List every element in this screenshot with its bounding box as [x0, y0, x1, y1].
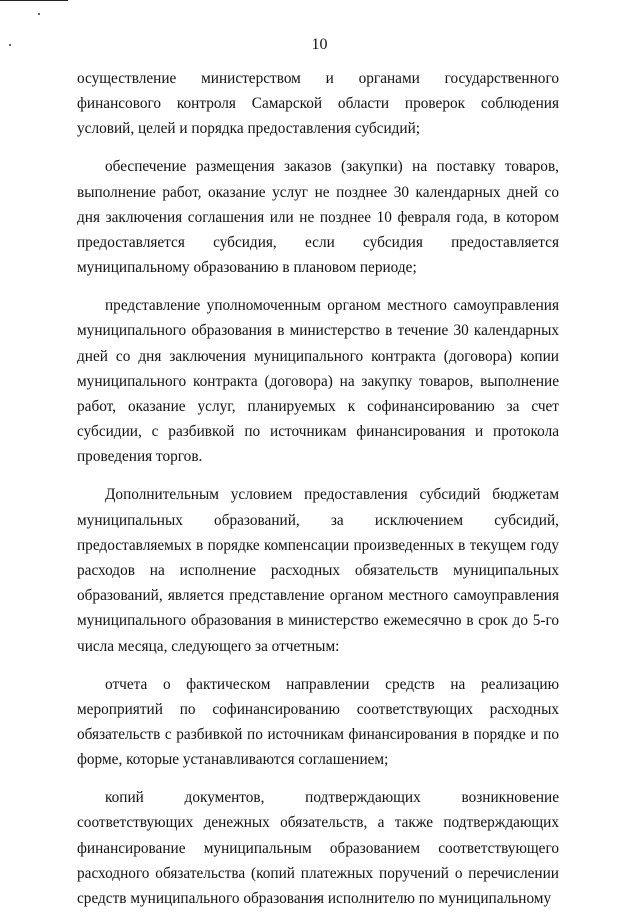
document-body — [77, 66, 559, 924]
paragraph: отчета о фактическом направлении средств на реализацию мероприятий по софинансированию соответствующих расходных обязательств с разбивкой по источникам финансирования в порядке и по форме, которые устанавливаются соглашением; — [77, 675, 559, 769]
paragraph: обеспечение размещения заказов (закупки) на поставку товаров, выполнение работ, оказание услуг не позднее 30 календарных дней со дня заключения соглашения или не позднее 10 февраля года, в котором предоставляется субсидия, если субсидия предоставляется муниципальному образованию в плановом периоде; — [77, 158, 559, 277]
page-number: 10 — [311, 36, 328, 53]
paragraph: Дополнительным условием предоставления субсидий бюджетам муниципальных образований, за исключением субсидий, предоставляемых в порядке компенсации произведенных в текущем году расходов на исполнение расходных обязательств муниципальных образований, является представление органом местного самоуправления муниципального образования в министерство ежемесячно в срок до 5-го числа месяца, следующего за отчетным: — [77, 486, 559, 655]
scan-edge-line — [0, 0, 68, 1]
scan-speck — [38, 13, 40, 15]
paragraph: представление уполномоченным органом местного самоуправления муниципального образования в министерство в течение 30 календарных дней со дня заключения муниципального контракта (договора) копии муниципального контракта (договора) на закупку товаров, выполнение работ, оказание услуг, планируемых к софинансированию за счет субсидии, с разбивкой по источникам финансирования и протокола проведения торгов. — [77, 297, 559, 466]
paragraph: копий документов, подтверждающих возникновение соответствующих денежных обязательств, а также подтверждающих финансирование муниципальным образованием соответствующего расходного обязательства (копий платежных поручений о перечислении средств муниципального образования исполнителю по муниципальному — [77, 789, 559, 908]
paragraph: осуществление министерством и органами государственного финансового контроля Самарской области проверок соблюдения условий, целей и порядка предоставления субсидий; — [77, 70, 559, 138]
